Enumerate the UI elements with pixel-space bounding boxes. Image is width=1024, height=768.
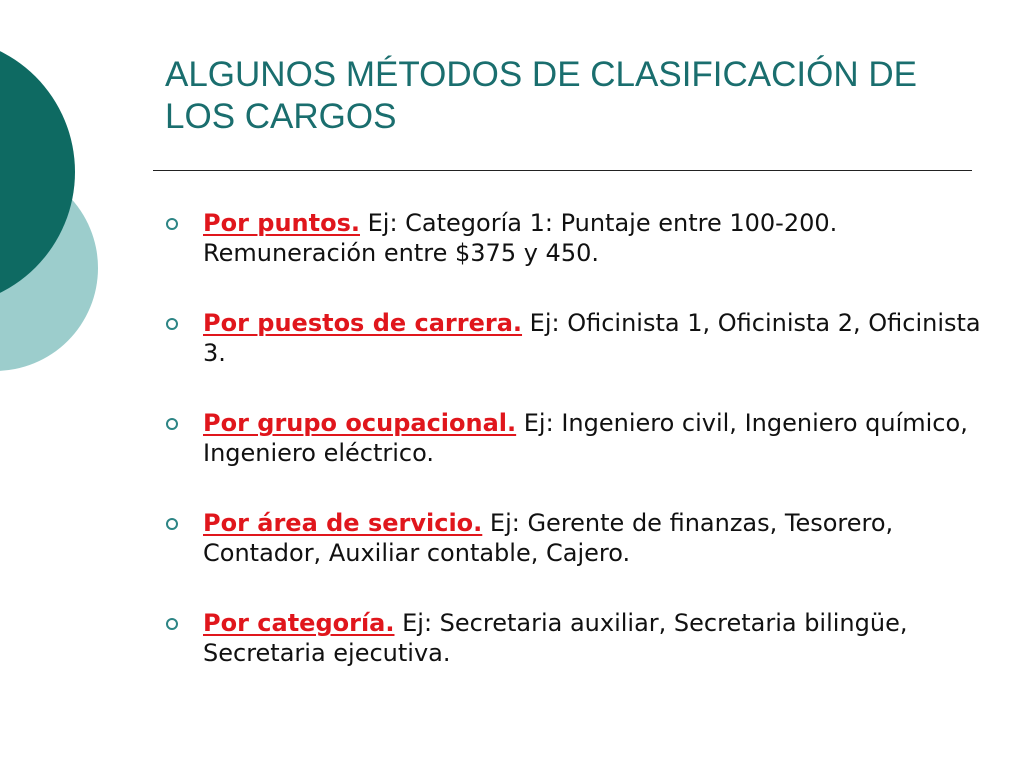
method-term: Por categoría. — [203, 609, 395, 637]
title-divider — [153, 170, 972, 171]
list-item — [162, 208, 992, 268]
bullet-list — [162, 208, 992, 708]
method-example: Ej: Oficinista 1, Oficinista 2, Oficinista 3. — [203, 309, 981, 367]
hollow-circle-icon — [166, 518, 178, 530]
list-item — [162, 408, 992, 468]
method-term: Por puntos. — [203, 209, 360, 237]
slide-title: ALGUNOS MÉTODOS DE CLASIFICACIÓN DE LOS CARGOS — [165, 55, 917, 136]
method-example: Ej: Categoría 1: Puntaje entre 100-200. Remuneración entre $375 y 450. — [203, 209, 838, 267]
method-example: Ej: Gerente de finanzas, Tesorero, Contador, Auxiliar contable, Cajero. — [203, 509, 894, 567]
method-term: Por área de servicio. — [203, 509, 483, 537]
decorative-circles — [0, 0, 120, 420]
list-item — [162, 308, 992, 368]
method-term: Por puestos de carrera. — [203, 309, 523, 337]
hollow-circle-icon — [166, 418, 178, 430]
hollow-circle-icon — [166, 318, 178, 330]
method-term: Por grupo ocupacional. — [203, 409, 517, 437]
hollow-circle-icon — [166, 218, 178, 230]
method-example: Ej: Ingeniero civil, Ingeniero químico, Ingeniero eléctrico. — [203, 409, 968, 467]
method-example: Ej: Secretaria auxiliar, Secretaria bilingüe, Secretaria ejecutiva. — [203, 609, 908, 667]
hollow-circle-icon — [166, 618, 178, 630]
list-item — [162, 608, 992, 668]
list-item — [162, 508, 992, 568]
